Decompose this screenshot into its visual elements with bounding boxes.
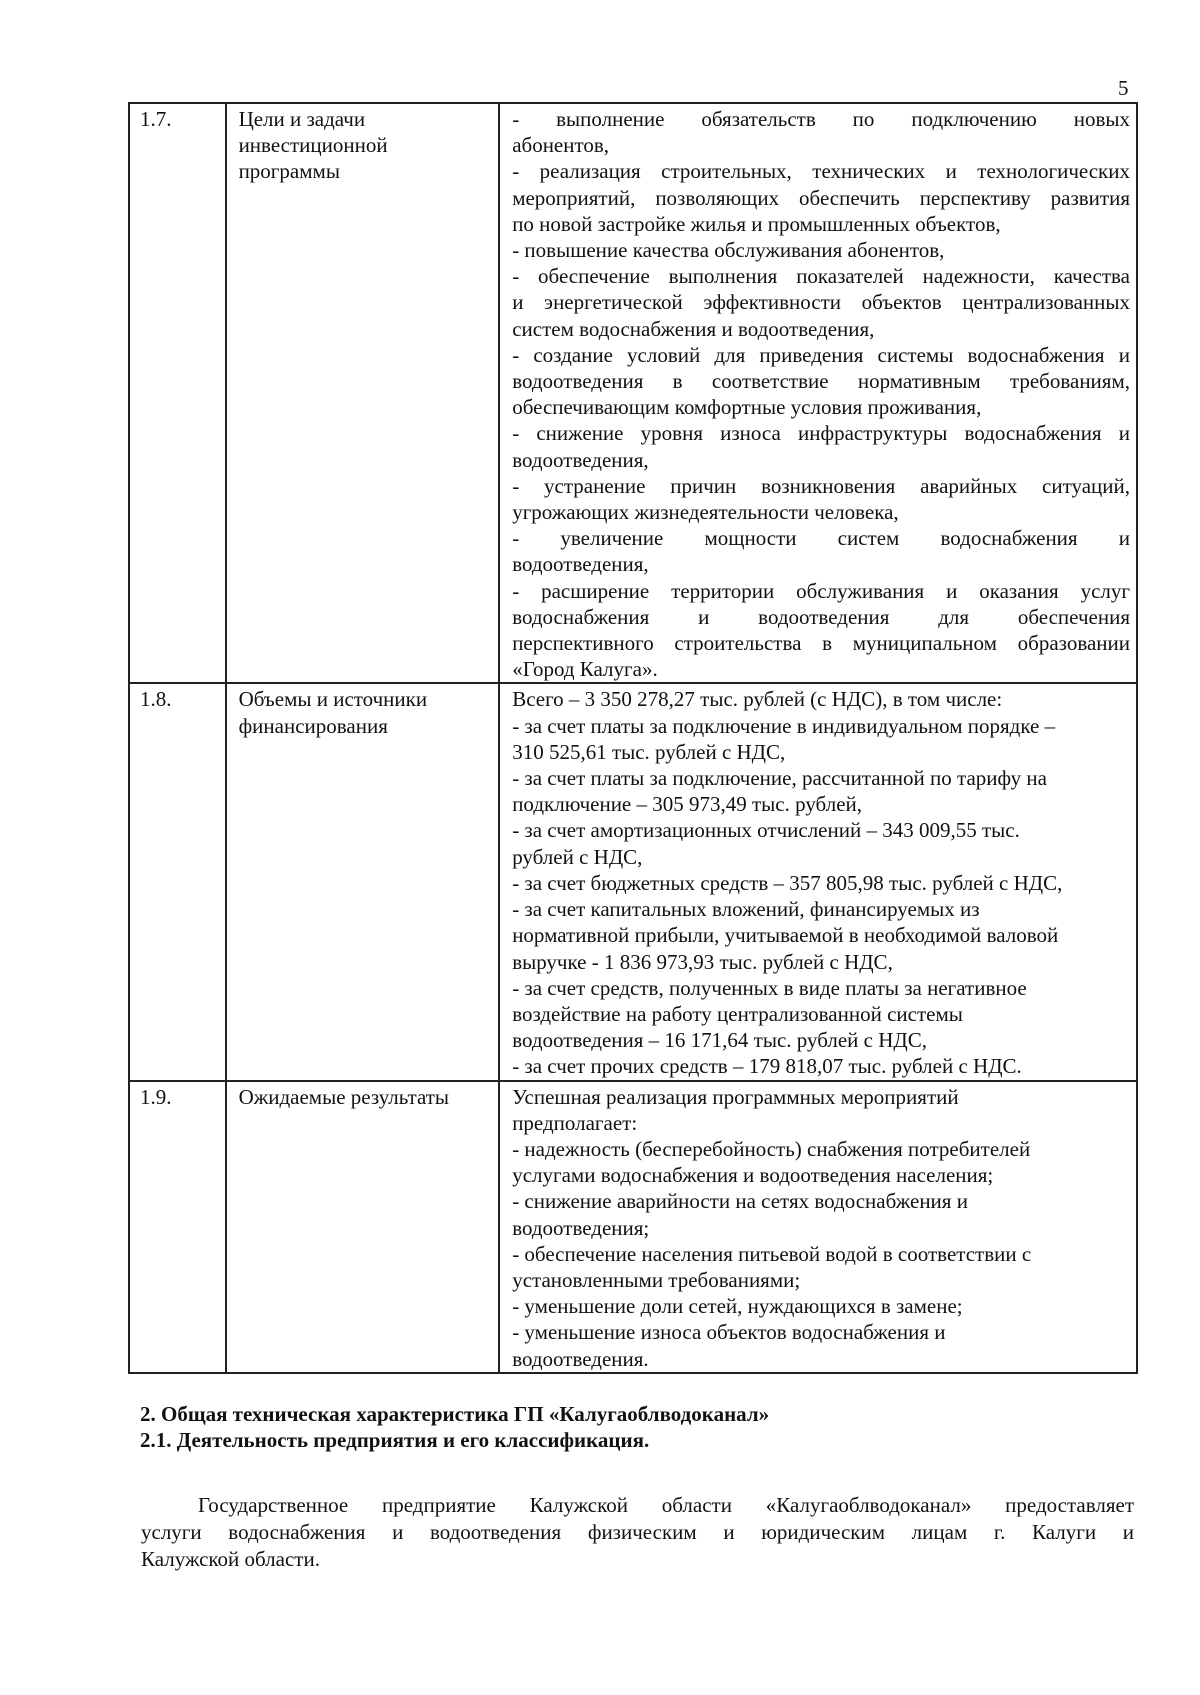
text-line: установленными требованиями; — [512, 1267, 801, 1292]
text-line: - за счет средств, полученных в виде платы за негативное — [512, 975, 1027, 1000]
text-line: Успешная реализация программных мероприятий — [512, 1084, 959, 1109]
text-line: «Город Калуга». — [512, 657, 658, 682]
text-line: программы — [238, 159, 340, 184]
text-line: подключение – 305 973,49 тыс. рублей, — [512, 792, 863, 817]
text-line: - устранение причин возникновения аварийных ситуаций, — [512, 473, 1130, 498]
text-line: абонентов, — [512, 133, 610, 158]
row-body — [500, 104, 1136, 682]
passport-table — [128, 102, 1138, 1374]
table-row-1-7 — [129, 103, 1137, 683]
section-heading: 2. Общая техническая характеристика ГП «Калугаоблводоканал» — [140, 1402, 770, 1426]
row-title-cell — [226, 103, 500, 683]
row-number: 1.9. — [140, 1084, 172, 1109]
text-line: - увеличение мощности систем водоснабжения и — [512, 526, 1130, 551]
text-line: мероприятий, позволяющих обеспечить перспективу развития — [512, 185, 1130, 210]
text-line: нормативной прибыли, учитываемой в необходимой валовой — [512, 923, 1059, 948]
page-number: 5 — [1118, 76, 1129, 100]
text-line: - обеспечение населения питьевой водой в соответствии с — [512, 1241, 1032, 1266]
row-body-cell — [499, 1081, 1137, 1373]
text-line: - расширение территории обслуживания и оказания услуг — [512, 578, 1130, 603]
text-line: инвестиционной — [238, 133, 388, 158]
text-line: услуги водоснабжения и водоотведения физическим и юридическим лицам г. Калуги и — [141, 1520, 1134, 1544]
row-number-cell — [129, 1081, 226, 1373]
text-line: - за счет платы за подключение в индивидуальном порядке – — [512, 713, 1056, 738]
text-line: Калужской области. — [141, 1547, 320, 1571]
text-line: водоотведения. — [512, 1346, 649, 1371]
text-line: - повышение качества обслуживания абонентов, — [512, 238, 945, 263]
text-line: - уменьшение износа объектов водоснабжения и — [512, 1320, 946, 1345]
text-line: - за счет капитальных вложений, финансируемых из — [512, 897, 980, 922]
text-line: водоснабжения и водоотведения для обеспечения — [512, 604, 1130, 629]
text-line: водоотведения, — [512, 447, 649, 472]
text-line: и энергетической эффективности объектов централизованных — [512, 290, 1130, 315]
text-line: - надежность (бесперебойность) снабжения потребителей — [512, 1136, 1031, 1161]
text-line: водоотведения в соответствие нормативным требованиям, — [512, 369, 1130, 394]
row-body — [500, 1082, 1136, 1372]
text-line: - реализация строительных, технических и технологических — [512, 159, 1130, 184]
text-line: воздействие на работу централизованной системы — [512, 1001, 963, 1026]
text-line: Государственное предприятие Калужской области «Калугаоблводоканал» предоставляет — [198, 1493, 1134, 1517]
row-number: 1.8. — [140, 687, 172, 712]
text-line: финансирования — [238, 713, 388, 738]
row-body — [500, 684, 1136, 1079]
text-line: 310 525,61 тыс. рублей с НДС, — [512, 739, 786, 764]
text-line: - выполнение обязательств по подключению новых — [512, 107, 1130, 131]
row-body-cell — [499, 103, 1137, 683]
text-line: водоотведения – 16 171,64 тыс. рублей с НДС, — [512, 1028, 927, 1053]
text-line: - за счет прочих средств – 179 818,07 тыс. рублей с НДС. — [512, 1054, 1022, 1079]
row-number-cell — [129, 683, 226, 1080]
text-line: систем водоснабжения и водоотведения, — [512, 316, 875, 341]
text-line: Объемы и источники — [238, 687, 428, 712]
text-line: Всего – 3 350 278,27 тыс. рублей (с НДС), в том числе: — [512, 687, 1003, 712]
text-line: - уменьшение доли сетей, нуждающихся в замене; — [512, 1294, 963, 1319]
text-line: водоотведения; — [512, 1215, 650, 1240]
body-paragraph — [141, 1492, 1134, 1573]
text-line: - обеспечение выполнения показателей надежности, качества — [512, 264, 1130, 289]
text-line: обеспечивающим комфортные условия проживания, — [512, 395, 982, 420]
text-line: водоотведения, — [512, 552, 649, 577]
row-title — [227, 684, 499, 738]
row-title-cell — [226, 1081, 500, 1373]
text-line: услугами водоснабжения и водоотведения населения; — [512, 1163, 994, 1188]
row-body-cell — [499, 683, 1137, 1080]
row-title — [227, 104, 499, 185]
text-line: Цели и задачи — [238, 107, 366, 131]
text-line: - снижение уровня износа инфраструктуры водоснабжения и — [512, 421, 1130, 446]
row-title — [227, 1082, 499, 1110]
text-line: по новой застройке жилья и промышленных объектов, — [512, 211, 1001, 236]
table-row-1-8 — [129, 683, 1137, 1080]
table-row-1-9 — [129, 1081, 1137, 1373]
text-line: - снижение аварийности на сетях водоснабжения и — [512, 1189, 968, 1214]
text-line: - за счет бюджетных средств – 357 805,98 тыс. рублей с НДС, — [512, 870, 1063, 895]
text-line: предполагает: — [512, 1110, 638, 1135]
subsection-heading: 2.1. Деятельность предприятия и его классификация. — [140, 1428, 650, 1452]
text-line: рублей с НДС, — [512, 844, 643, 869]
row-number-cell — [129, 103, 226, 683]
text-line: - за счет амортизационных отчислений – 343 009,55 тыс. — [512, 818, 1020, 843]
row-number: 1.7. — [140, 107, 172, 131]
text-line: - за счет платы за подключение, рассчитанной по тарифу на — [512, 766, 1047, 791]
text-line: угрожающих жизнедеятельности человека, — [512, 500, 899, 525]
text-line: Ожидаемые результаты — [238, 1084, 450, 1109]
row-title-cell — [226, 683, 500, 1080]
text-line: - создание условий для приведения системы водоснабжения и — [512, 342, 1130, 367]
text-line: перспективного строительства в муниципальном образовании — [512, 631, 1130, 656]
text-line: выручке - 1 836 973,93 тыс. рублей с НДС, — [512, 949, 893, 974]
